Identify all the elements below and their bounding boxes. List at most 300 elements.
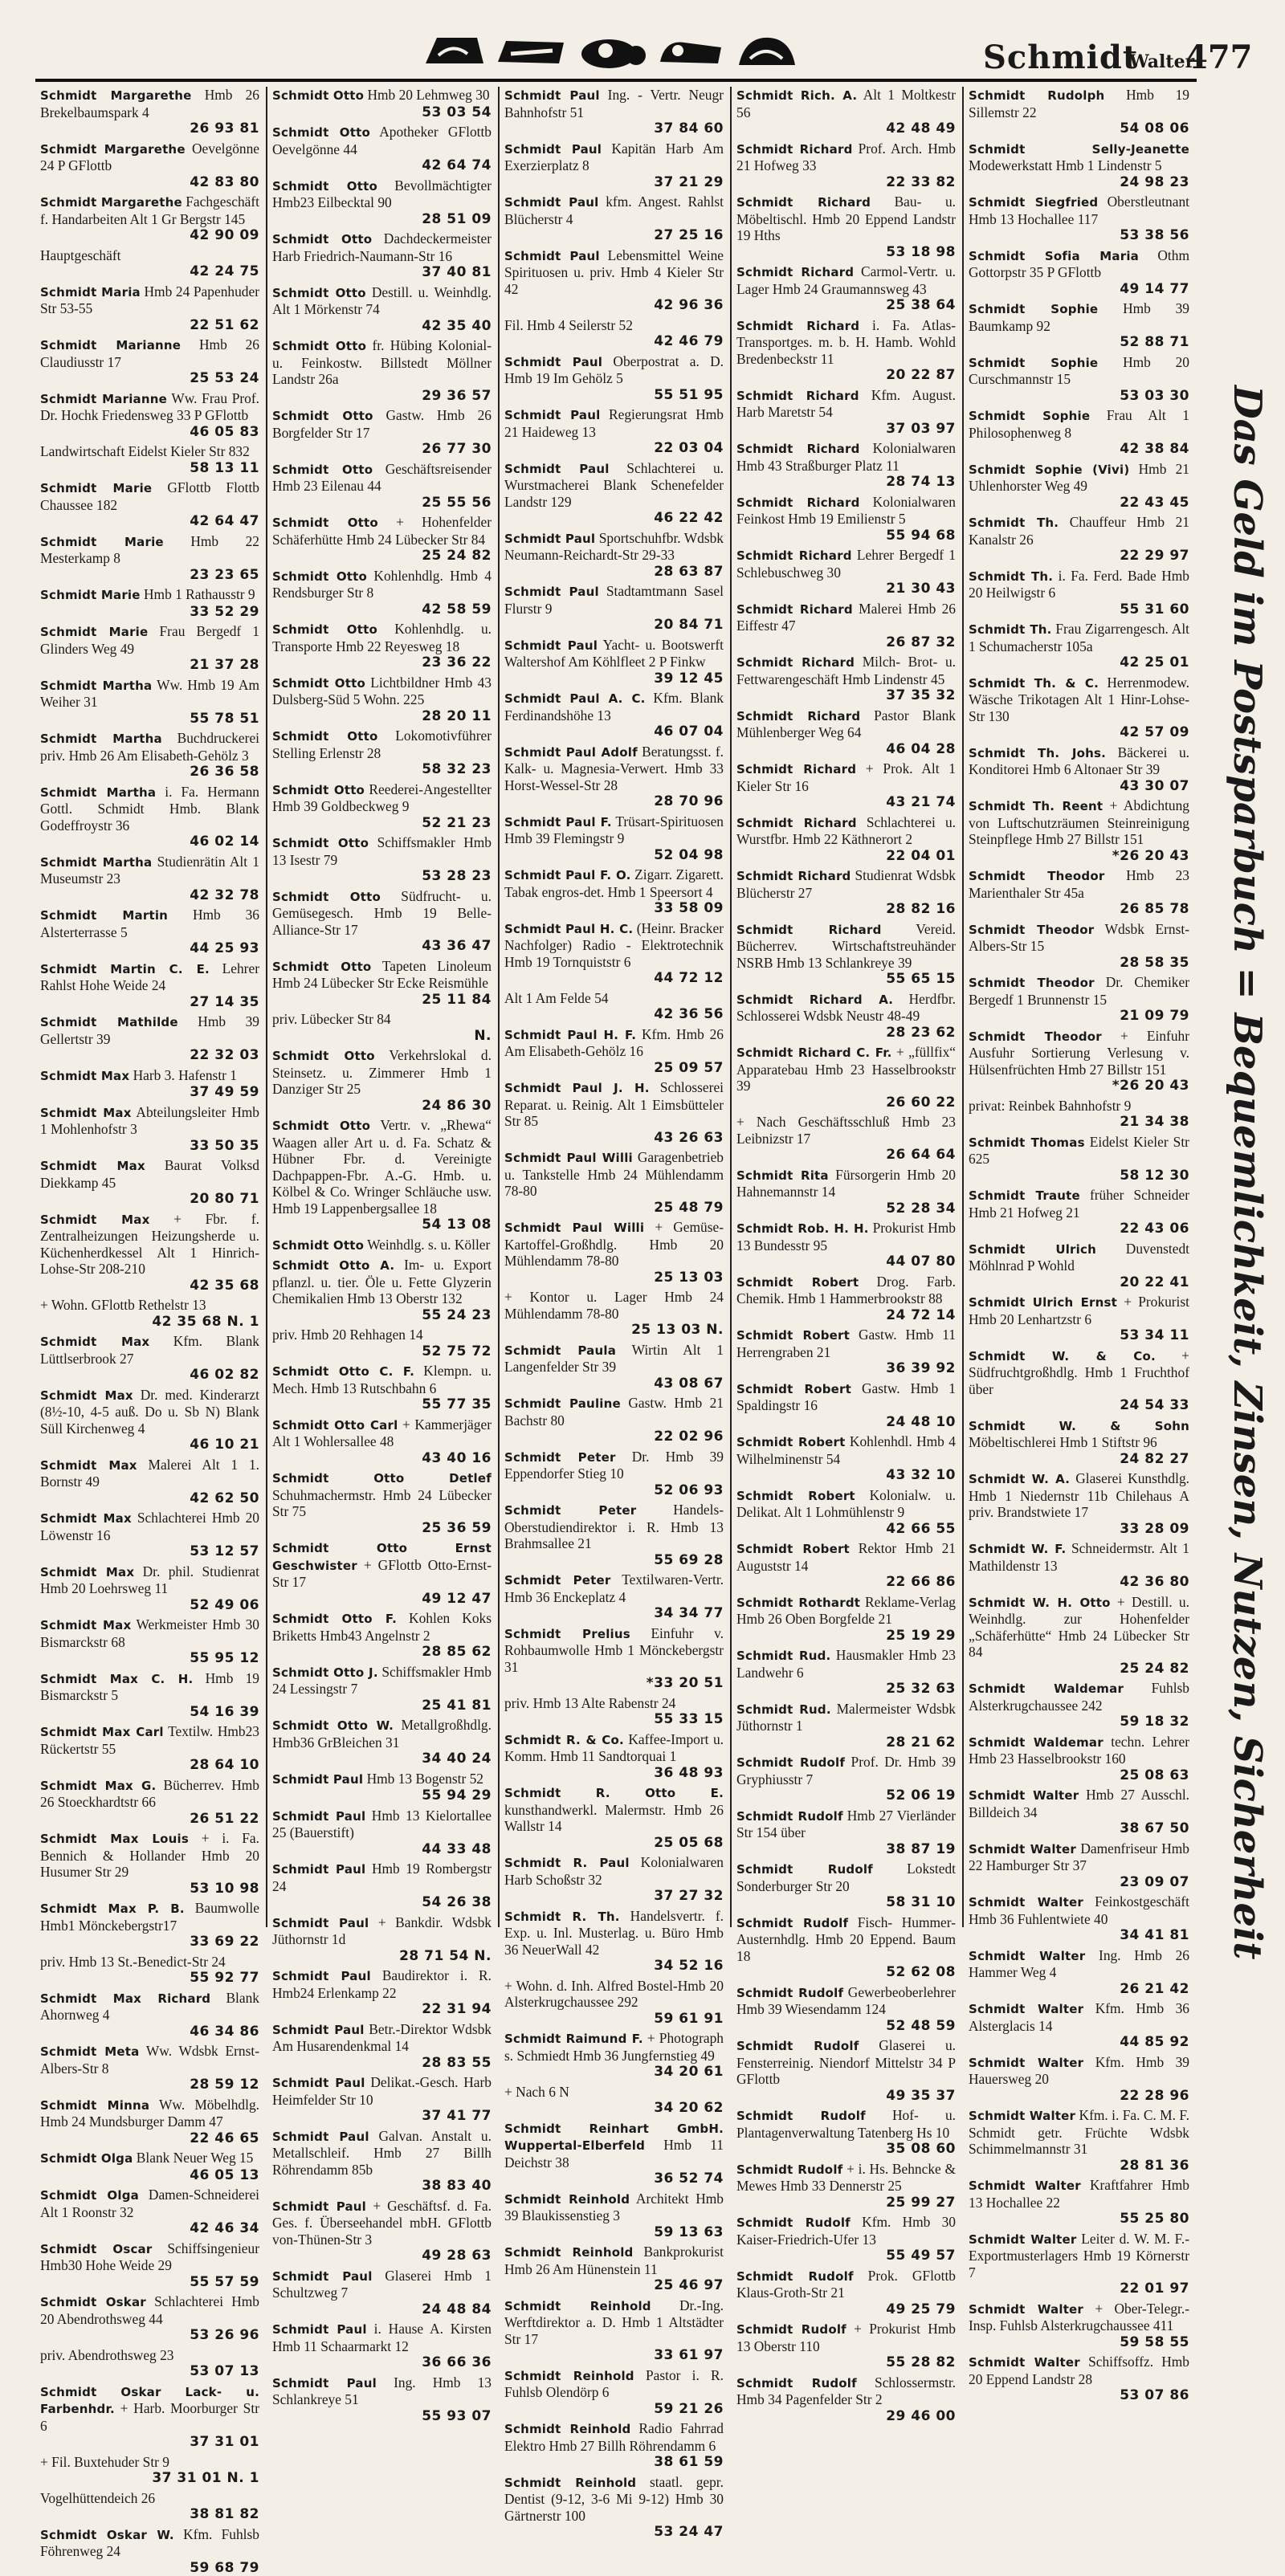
entry-phone: 26 87 32 <box>736 634 956 651</box>
entry-phone: 25 13 03 N. <box>504 1322 724 1339</box>
directory-entry <box>736 440 956 491</box>
entry-name: Schmidt Richard <box>736 923 882 937</box>
directory-entry <box>272 728 492 778</box>
entry-phone: 49 12 47 <box>272 1591 492 1608</box>
directory-entry <box>969 514 1189 565</box>
entry-details: Dr.-Ing. Werftdirektor a. D. Hmb 1 Altstädter Str 17 <box>504 2297 724 2347</box>
entry-phone: 34 52 16 <box>504 1958 724 1975</box>
directory-entry <box>272 888 492 955</box>
entry-details: + Wohn. GFlottb Rethelstr 13 <box>40 1297 206 1313</box>
entry-phone: 28 83 55 <box>272 2055 492 2072</box>
entry-name: Schmidt Otto C. F. <box>272 1364 414 1379</box>
entry-details: + Geschäftsf. d. Fa. Ges. f. Überseehandel mbH. GFlottb von-Thünen-Str 3 <box>272 2198 492 2248</box>
entry-name: Schmidt Otto <box>272 1238 364 1253</box>
column-5 <box>964 87 1196 1927</box>
directory-entry <box>969 1241 1189 1291</box>
entry-phone: 55 95 12 <box>40 1650 259 1667</box>
entry-details: Carmol-Vertr. u. Lager Hmb 24 Graumannsweg 43 <box>736 263 956 297</box>
entry-phone: 34 41 81 <box>969 1927 1189 1944</box>
entry-phone: 43 32 10 <box>736 1467 956 1484</box>
directory-entry <box>272 1539 492 1607</box>
directory-entry <box>40 2150 259 2183</box>
directory-entry <box>272 781 492 832</box>
entry-details: Betr.-Direktor Wdsbk Am Husarendenkmal 14 <box>272 2021 492 2055</box>
header-range-word: Walter <box>1129 51 1194 72</box>
directory-entry <box>504 2297 724 2364</box>
entry-name: Schmidt Martin C. E. <box>40 962 210 976</box>
directory-entry <box>969 1098 1189 1131</box>
entry-name: Schmidt Otto W. <box>272 1718 394 1733</box>
entry-name: Schmidt Rudolph <box>969 88 1104 103</box>
entry-name: Schmidt Sophie <box>969 356 1098 370</box>
entry-name: Schmidt Paula <box>504 1343 616 1358</box>
entry-details: + Prokurist Hmb 20 Lenhartzstr 6 <box>969 1294 1189 1327</box>
directory-entry <box>272 2074 492 2125</box>
directory-entry <box>272 87 492 120</box>
entry-phone: 42 35 68 <box>40 1278 259 1294</box>
directory-entry <box>40 2526 259 2576</box>
entry-phone: 42 35 68 N. 1 <box>40 1314 259 1331</box>
entry-details: Gastw. Hmb 1 Spaldingstr 16 <box>736 1380 956 1414</box>
directory-entry <box>272 230 492 281</box>
entry-details: Prok. GFlottb Klaus-Groth-Str 21 <box>736 2268 956 2301</box>
entry-name: Schmidt Rud. <box>736 1649 830 1663</box>
logo-icon-5 <box>734 31 798 73</box>
entry-name: Schmidt Ulrich <box>969 1242 1096 1257</box>
entry-details: + Bankdir. Wdsbk Jüthornstr 1d <box>272 1914 492 1948</box>
entry-phone: 58 32 23 <box>272 761 492 778</box>
directory-entry <box>969 87 1189 137</box>
entry-details: + Kammerjäger Alt 1 Wohlersallee 48 <box>272 1416 492 1450</box>
entry-details: Schlachterei Hmb 20 Löwenstr 16 <box>40 1510 259 1543</box>
entry-name: Schmidt Richard <box>736 319 859 333</box>
entry-phone: 55 31 60 <box>969 601 1189 618</box>
entry-details: Kfm. Hmb 36 Alsterglacis 14 <box>969 2000 1189 2034</box>
entry-phone: 52 75 72 <box>272 1343 492 1360</box>
entry-name: Schmidt Walter <box>969 1788 1079 1803</box>
directory-entry <box>272 337 492 404</box>
entry-details: Schiffsingenieur Hmb30 Hohe Weide 29 <box>40 2240 259 2274</box>
directory-entry <box>40 247 259 280</box>
column-1 <box>35 87 267 1927</box>
directory-entry <box>272 407 492 458</box>
entry-name: Schmidt Otto A. <box>272 1258 394 1273</box>
entry-details: Drog. Farb. Chemik. Hmb 1 Hammerbrookstr 88 <box>736 1274 956 1307</box>
directory-entry <box>272 675 492 725</box>
entry-name: Schmidt Richard A. <box>736 992 893 1007</box>
directory-entry <box>969 621 1189 671</box>
entry-name: Schmidt R. Th. <box>504 1910 620 1924</box>
entry-name: Schmidt Sophie <box>969 409 1090 423</box>
entry-name: Schmidt Otto <box>272 729 377 744</box>
entry-name: Schmidt Otto <box>272 890 381 904</box>
entry-phone: 52 48 59 <box>736 2018 956 2035</box>
entry-name: Schmidt Richard <box>736 442 860 456</box>
entry-name: Schmidt Oscar <box>40 2242 152 2256</box>
directory-entry <box>969 744 1189 795</box>
directory-entry <box>40 2043 259 2093</box>
entry-phone: 25 41 81 <box>272 1698 492 1714</box>
directory-entry <box>272 177 492 228</box>
directory-entry <box>736 1433 956 1484</box>
directory-entry <box>969 974 1189 1025</box>
entry-name: Schmidt Marie <box>40 588 141 602</box>
directory-entry <box>504 1908 724 1975</box>
directory-entry <box>504 1784 724 1851</box>
directory-entry <box>969 300 1189 351</box>
directory-entry <box>969 1840 1189 1891</box>
entry-phone: 24 98 23 <box>969 174 1189 191</box>
directory-entry <box>969 1294 1189 1344</box>
entry-details: Prof. Dr. Hmb 39 Gryphiusstr 7 <box>736 1754 956 1787</box>
entry-details: Kohlenhdlg. Hmb 4 Rendsburger Str 8 <box>272 568 492 601</box>
directory-entry <box>272 1047 492 1114</box>
page-number: 477 <box>1185 39 1253 76</box>
entry-details: Oevelgönne 24 P GFlottb <box>40 141 259 174</box>
entry-name: Schmidt Sophie <box>969 302 1098 316</box>
entry-name: Schmidt Oskar Lack- u. Farbenhdr. <box>40 2385 259 2417</box>
directory-entry <box>272 568 492 618</box>
entry-name: Schmidt W. & Co. <box>969 1349 1156 1363</box>
directory-entry <box>504 1625 724 1692</box>
entry-details: Geschäftsreisender Hmb 23 Eilenau 44 <box>272 461 492 495</box>
entry-name: Schmidt Paul H. F. <box>504 1028 636 1042</box>
entry-details: Kfm. Blank Ferdinandshöhe 13 <box>504 690 724 723</box>
entry-phone: 55 77 35 <box>272 1396 492 1413</box>
entry-phone: 52 49 06 <box>40 1597 259 1614</box>
entry-phone: 24 54 33 <box>969 1397 1189 1414</box>
entry-details: Gastw. Hmb 26 Borgfelder Str 17 <box>272 407 492 441</box>
entry-name: Schmidt Max <box>40 1388 133 1403</box>
entry-name: Schmidt Selly-Jeanette <box>969 142 1189 157</box>
entry-name: Schmidt Max Carl <box>40 1725 164 1739</box>
entry-phone: 38 87 19 <box>736 1841 956 1858</box>
directory-entry <box>504 1571 724 1622</box>
entry-details: Hmb 39 Baumkamp 92 <box>969 300 1189 334</box>
directory-columns <box>35 87 1197 1927</box>
entry-details: Beratungsst. f. Kalk- u. Magnesia-Verwert. Hmb 33 Horst-Wessel-Str 28 <box>504 744 724 793</box>
entry-phone: 53 12 57 <box>40 1543 259 1560</box>
entry-details: Chauffeur Hmb 21 Kanalstr 26 <box>969 514 1189 548</box>
entry-details: Hmb 19 Bismarckstr 5 <box>40 1670 259 1704</box>
entry-name: Schmidt Martha <box>40 732 162 746</box>
entry-phone: 24 82 27 <box>969 1451 1189 1468</box>
entry-phone: 55 28 82 <box>736 2354 956 2371</box>
entry-details: Hmb 39 Gellertstr 39 <box>40 1013 259 1047</box>
entry-name: Schmidt R. & Co. <box>504 1733 624 1747</box>
entry-phone: 36 48 93 <box>504 1765 724 1782</box>
entry-details: Malermeister Wdsbk Jüthornstr 1 <box>736 1701 956 1734</box>
directory-entry <box>736 2037 956 2104</box>
entry-details: Hmb 20 Lehmweg 30 <box>367 87 489 103</box>
entry-name: Schmidt Raimund F. <box>504 2032 643 2046</box>
entry-details: Ing. - Vertr. Neugr Bahnhofstr 51 <box>504 87 724 120</box>
entry-details: + Hohenfelder Schäferhütte Hmb 24 Lübecker Str 84 <box>272 514 492 548</box>
entry-details: Hmb 11 Deichstr 38 <box>504 2137 724 2170</box>
entry-phone: 28 74 13 <box>736 474 956 491</box>
entry-name: Schmidt Otto <box>272 88 364 103</box>
entry-phone: 46 02 82 <box>40 1367 259 1384</box>
entry-details: priv. Lübecker Str 84 <box>272 1011 391 1027</box>
entry-name: Schmidt Peter <box>504 1450 616 1465</box>
directory-entry <box>969 2301 1189 2351</box>
entry-name: Schmidt Otto <box>272 676 365 691</box>
entry-phone: 55 65 15 <box>736 971 956 988</box>
entry-details: früher Schneider Hmb 21 Hofweg 21 <box>969 1187 1189 1221</box>
entry-phone: 25 24 82 <box>272 548 492 565</box>
entry-phone: 42 36 80 <box>969 1574 1189 1591</box>
entry-phone: 20 22 87 <box>736 367 956 384</box>
entry-details: Eidelst Kieler Str 625 <box>969 1134 1189 1168</box>
side-slogan-band <box>1208 385 1275 1542</box>
directory-entry <box>736 263 956 314</box>
entry-phone: 24 48 84 <box>272 2301 492 2318</box>
directory-entry <box>40 623 259 674</box>
directory-entry <box>969 1594 1189 1677</box>
entry-name: Schmidt Martha <box>40 785 156 800</box>
directory-entry <box>40 1670 259 1721</box>
entry-phone: 46 10 21 <box>40 1437 259 1453</box>
entry-details: priv. Hmb 13 St.-Benedict-Str 24 <box>40 1954 226 1970</box>
directory-entry <box>272 2128 492 2195</box>
entry-details: + Prokurist Hmb 13 Oberstr 110 <box>736 2321 956 2354</box>
entry-name: Schmidt Max <box>40 1106 132 1120</box>
entry-name: Schmidt Robert <box>736 1435 845 1449</box>
directory-entry <box>736 1327 956 1377</box>
entry-name: Schmidt Rob. H. H. <box>736 1221 869 1236</box>
entry-phone: 25 36 59 <box>272 1520 492 1537</box>
entry-name: Schmidt Th. <box>969 516 1059 530</box>
entry-phone: 42 64 47 <box>40 513 259 530</box>
entry-details: Dr. med. Kinderarzt (8½-10, 4-5 auß. Do u. Sb N) Blank Süll Kirchenweg 4 <box>40 1387 259 1437</box>
entry-phone: 53 18 98 <box>736 244 956 261</box>
directory-entry <box>504 317 724 350</box>
entry-details: Ww. Möbelhdlg. Hmb 24 Mundsburger Damm 47 <box>40 2097 259 2130</box>
directory-entry <box>40 1830 259 1897</box>
entry-name: Schmidt Paul <box>504 585 599 599</box>
directory-entry <box>40 2293 259 2344</box>
directory-entry <box>736 547 956 597</box>
logo-icon-3 <box>577 31 649 73</box>
entry-details: staatl. gepr. Dentist (9-12, 3-6 Mi 9-12) Hmb 30 Gärtnerstr 100 <box>504 2474 724 2524</box>
entry-phone: 22 46 65 <box>40 2130 259 2147</box>
entry-name: Schmidt Max <box>40 1458 137 1473</box>
directory-entry <box>272 284 492 335</box>
entry-phone: 25 46 97 <box>504 2277 724 2294</box>
header-rule <box>35 79 1197 82</box>
entry-phone: 33 28 09 <box>969 1521 1189 1538</box>
directory-entry <box>969 2231 1189 2297</box>
entry-name: Schmidt Rita <box>736 1168 829 1183</box>
entry-details: Kraftfahrer Hmb 13 Hochallee 22 <box>969 2177 1189 2211</box>
entry-details: Vereid. Bücherrev. Wirtschaftstreuhänder NSRB Hmb 13 Schlankreye 39 <box>736 921 956 971</box>
entry-name: Schmidt Paul <box>504 408 600 422</box>
directory-entry <box>969 1417 1189 1468</box>
entry-phone: 25 09 57 <box>504 1060 724 1077</box>
entry-details: Apotheker GFlottb Oevelgönne 44 <box>272 124 492 157</box>
entry-name: Schmidt Paul <box>272 1862 365 1877</box>
entry-name: Schmidt Theodor <box>969 1029 1102 1044</box>
entry-details: Hof- u. Plantagenverwaltung Tatenberg Hs 10 <box>736 2107 956 2141</box>
directory-entry <box>736 760 956 811</box>
entry-name: Schmidt Oskar W. <box>40 2528 174 2542</box>
entry-name: Schmidt Reinhold <box>504 2476 636 2490</box>
entry-name: Schmidt Reinhold <box>504 2422 630 2436</box>
entry-phone: 26 36 58 <box>40 764 259 781</box>
directory-entry <box>504 2120 724 2187</box>
entry-phone: 53 26 96 <box>40 2327 259 2344</box>
entry-details: + Fil. Buxtehuder Str 9 <box>40 2454 169 2470</box>
entry-details: + Abdichtung von Luftschutzräumen Steinreinigung Steinpflege Hmb 27 Billstr 151 <box>969 797 1189 847</box>
entry-name: Schmidt Martin <box>40 908 168 923</box>
header-logos <box>421 27 798 77</box>
entry-phone: 42 62 50 <box>40 1490 259 1507</box>
directory-entry <box>40 1954 259 1987</box>
entry-details: Frau Alt 1 Philosophenweg 8 <box>969 407 1189 441</box>
entry-details: privat: Reinbek Bahnhofstr 9 <box>969 1098 1131 1114</box>
directory-entry <box>504 1978 724 2028</box>
directory-entry <box>504 2367 724 2418</box>
directory-entry <box>272 1967 492 2018</box>
entry-name: Schmidt Otto <box>272 516 378 530</box>
entry-phone: 26 77 30 <box>272 441 492 458</box>
entry-phone: 28 70 96 <box>504 793 724 810</box>
directory-entry <box>736 921 956 988</box>
directory-entry <box>969 675 1189 741</box>
entry-name: Schmidt Margarethe <box>40 88 192 103</box>
entry-details: Gastw. Hmb 21 Bachstr 80 <box>504 1395 724 1429</box>
entry-details: Modewerkstatt Hmb 1 Lindenstr 5 <box>969 157 1162 173</box>
entry-details: + Prok. Alt 1 Kieler Str 16 <box>736 760 956 794</box>
entry-phone: 55 49 57 <box>736 2248 956 2264</box>
entry-phone: 25 38 64 <box>736 297 956 314</box>
entry-details: Alt 1 Moltkestr 56 <box>736 87 956 120</box>
directory-entry <box>272 1237 492 1254</box>
directory-entry <box>504 1449 724 1499</box>
entry-name: Schmidt Otto Ernst Geschwister <box>272 1541 492 1573</box>
entry-name: Schmidt Paul Willi <box>504 1221 644 1235</box>
entry-phone: 28 85 62 <box>272 1644 492 1661</box>
entry-details: i. Fa. Ferd. Bade Hmb 20 Heilwigstr 6 <box>969 568 1189 601</box>
entry-name: Schmidt Walter <box>969 2232 1077 2247</box>
directory-entry <box>969 1734 1189 1784</box>
entry-name: Schmidt Prelius <box>504 1627 630 1641</box>
directory-entry <box>40 336 259 387</box>
entry-details: Wirtin Alt 1 Langenfelder Str 39 <box>504 1342 724 1376</box>
entry-name: Schmidt Rudolf <box>736 2039 859 2053</box>
directory-entry <box>40 1457 259 1507</box>
entry-details: Studienrätin Alt 1 Museumstr 23 <box>40 854 259 887</box>
entry-phone: 33 61 97 <box>504 2347 724 2364</box>
entry-details: Prokurist Hmb 13 Bundesstr 95 <box>736 1220 956 1253</box>
entry-details: Kfm. Fuhlsb Föhrenweg 24 <box>40 2526 259 2560</box>
entry-phone: 26 60 22 <box>736 1094 956 1111</box>
entry-details: Garagenbetrieb u. Tankstelle Hmb 24 Mühlendamm 78-80 <box>504 1149 724 1199</box>
entry-name: Schmidt Paul F. O. <box>504 868 631 882</box>
entry-phone: 52 06 93 <box>504 1482 724 1499</box>
entry-name: Schmidt Walter <box>969 1842 1076 1857</box>
directory-entry <box>40 907 259 957</box>
entry-details: Möbeltischlerei Hmb 1 Stiftstr 96 <box>969 1434 1157 1450</box>
directory-entry <box>40 1563 259 1614</box>
directory-entry <box>969 247 1189 298</box>
entry-details: Hauptgeschäft <box>40 247 120 263</box>
directory-entry <box>736 1984 956 2035</box>
entry-details: Ww. Hmb 19 Am Weiher 31 <box>40 677 259 711</box>
entry-details: + Destill. u. Weinhdlg. zur Hohenfelder „Schäferhütte“ Hmb 24 Lübecker Str 84 <box>969 1594 1189 1661</box>
entry-phone: 37 21 29 <box>504 174 724 191</box>
entry-name: Schmidt Rudolf <box>736 1916 848 1930</box>
entry-phone: 22 43 06 <box>969 1221 1189 1237</box>
entry-details: Ing. Hmb 13 Schlankreye 51 <box>272 2374 492 2408</box>
entry-details: + Einfuhr Ausfuhr Sortierung Verlesung v. Hülsenfrüchten Hmb 27 Billstr 151 <box>969 1028 1189 1078</box>
entry-name: Schmidt Theodor <box>969 976 1095 990</box>
directory-entry <box>40 2383 259 2451</box>
entry-details: Buchdruckerei priv. Hmb 26 Am Elisabeth-Gehölz 3 <box>40 730 259 764</box>
directory-entry <box>504 2244 724 2294</box>
entry-name: Schmidt Paul Willi <box>504 1151 633 1165</box>
directory-entry <box>736 2374 956 2425</box>
directory-entry <box>736 707 956 758</box>
entry-details: Tapeten Linoleum Hmb 24 Lübecker Str Ecke Reismühle <box>272 958 492 992</box>
entry-details: Kfm. Hmb 39 Hauersweg 20 <box>969 2054 1189 2088</box>
entry-phone: 38 61 59 <box>504 2454 724 2471</box>
entry-phone: 54 16 39 <box>40 1704 259 1721</box>
entry-name: Schmidt Max <box>40 1511 132 1526</box>
entry-name: Schmidt Paul <box>504 249 600 263</box>
entry-phone: 54 08 06 <box>969 120 1189 137</box>
entry-phone: 37 31 01 <box>40 2434 259 2451</box>
directory-entry <box>736 991 956 1041</box>
entry-details: Hmb 22 Mesterkamp 8 <box>40 533 259 567</box>
entry-details: Dachdeckermeister Harb Friedrich-Naumann-Str 16 <box>272 230 492 264</box>
entry-phone: 27 14 35 <box>40 994 259 1011</box>
entry-details: Gewerbeoberlehrer Hmb 39 Wiesendamm 124 <box>736 1984 956 2018</box>
entry-name: Schmidt Max <box>40 1335 149 1349</box>
directory-entry <box>969 1347 1189 1414</box>
entry-name: Schmidt Paul <box>504 355 602 369</box>
entry-name: Schmidt Richard <box>736 602 853 617</box>
entry-phone: 21 09 79 <box>969 1008 1189 1025</box>
entry-details: Pastor i. R. Fuhlsb Olendörp 6 <box>504 2367 724 2401</box>
directory-entry <box>40 1990 259 2040</box>
entry-phone: 36 52 74 <box>504 2170 724 2187</box>
entry-phone: 42 46 79 <box>504 333 724 350</box>
directory-entry <box>40 1333 259 1384</box>
entry-phone: 37 49 59 <box>40 1084 259 1101</box>
entry-details: Kohlenhdl. Hmb 4 Wilhelminenstr 54 <box>736 1433 956 1467</box>
entry-phone: 44 25 93 <box>40 940 259 957</box>
directory-entry <box>40 1510 259 1560</box>
entry-phone: 55 94 68 <box>736 528 956 544</box>
entry-name: Schmidt Richard <box>736 869 851 883</box>
entry-details: priv. Abendrothsweg 23 <box>40 2347 173 2363</box>
directory-entry <box>736 1914 956 1981</box>
entry-phone: 46 34 86 <box>40 2024 259 2040</box>
directory-entry <box>40 2454 259 2487</box>
directory-entry <box>504 583 724 634</box>
entry-name: Schmidt Marie <box>40 481 152 495</box>
entry-phone: 22 51 62 <box>40 317 259 334</box>
entry-details: Harb 3. Hafenstr 1 <box>133 1067 237 1083</box>
entry-phone: 42 32 78 <box>40 887 259 904</box>
entry-name: Schmidt Max <box>40 1618 131 1632</box>
directory-entry <box>969 141 1189 191</box>
entry-details: Hmb 13 Bogenstr 52 <box>367 1771 483 1787</box>
directory-entry <box>969 797 1189 864</box>
entry-details: Architekt Hmb 39 Blaukissenstieg 3 <box>504 2191 724 2224</box>
entry-phone: 46 05 83 <box>40 424 259 441</box>
